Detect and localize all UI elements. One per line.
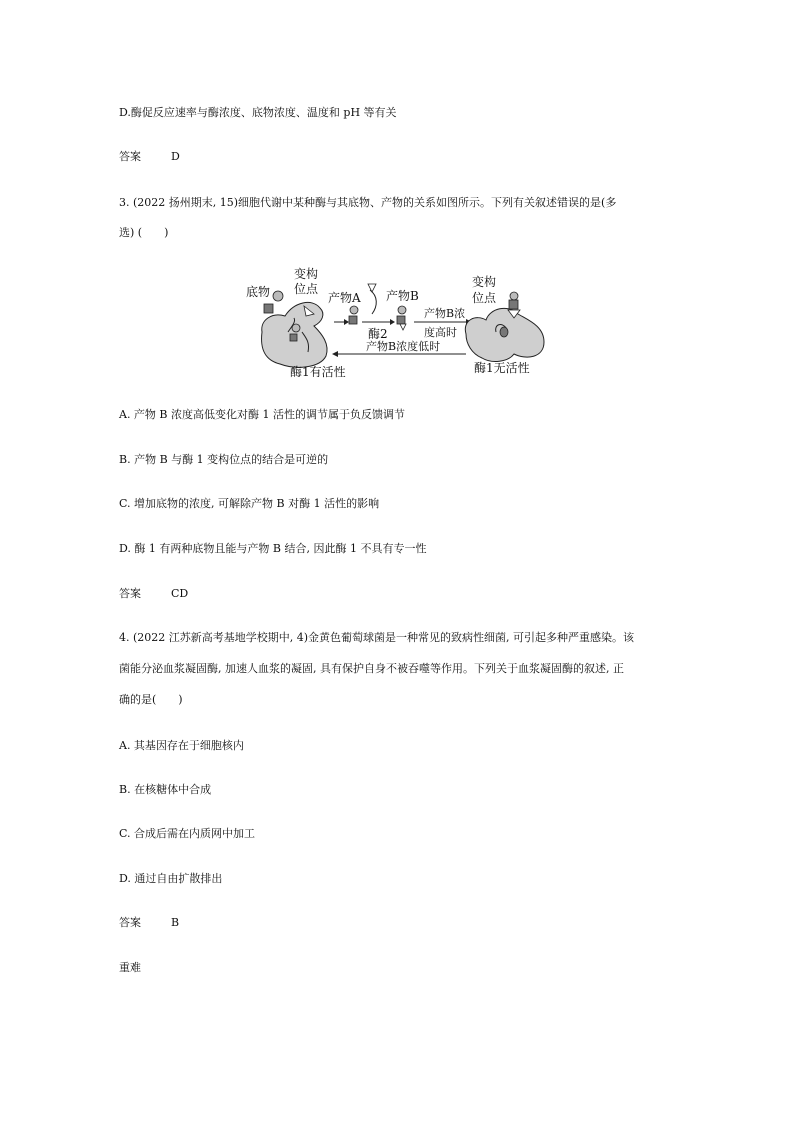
- label-allosteric-right-2: 位点: [472, 291, 497, 305]
- product-a-sphere: [350, 306, 358, 314]
- enzyme-diagram: [240, 262, 560, 382]
- label-high-b-1: 产物B浓: [424, 307, 466, 320]
- q4-option-c: C. 合成后需在内质网中加工: [119, 827, 256, 840]
- label-low-b: 产物B浓度低时: [366, 340, 441, 353]
- product-b-sphere: [398, 306, 406, 314]
- label-allosteric-left-2: 位点: [294, 282, 319, 296]
- q3-stem-line-2: 选) ( ): [119, 226, 169, 239]
- q4-stem-line-3: 确的是( ): [119, 693, 183, 706]
- answer-value: CD: [171, 587, 189, 600]
- q4-stem-line-1: 4. (2022 江苏新高考基地学校期中, 4)金黄色葡萄球菌是一种常见的致病性细菌, 可引起多种严重感染。该: [119, 631, 635, 644]
- q3-option-a: A. 产物 B 浓度高低变化对酶 1 活性的调节属于负反馈调节: [119, 408, 406, 421]
- q4-answer: [119, 916, 179, 930]
- q2-option-d: D.酶促反应速率与酶浓度、底物浓度、温度和 pH 等有关: [119, 106, 397, 119]
- bound-b-cube: [509, 300, 518, 309]
- section-label: 重难: [119, 961, 141, 974]
- bound-b-sphere: [510, 292, 518, 300]
- q3-stem-line-1: 3. (2022 扬州期末, 15)细胞代谢中某种酶与其底物、产物的关系如图所示。下列有关叙述错误的是(多: [119, 196, 617, 209]
- q4-option-d: D. 通过自由扩散排出: [119, 872, 223, 885]
- label-allosteric-left-1: 变构: [294, 267, 319, 281]
- bound-sphere: [292, 324, 300, 332]
- q4-stem-line-2: 菌能分泌血浆凝固酶, 加速人血浆的凝固, 具有保护自身不被吞噬等作用。下列关于血浆凝固酶的叙述, 正: [119, 662, 624, 675]
- product-b-cube: [397, 316, 405, 324]
- substrate-sphere: [273, 291, 283, 301]
- label-enzyme1-active: 酶1有活性: [290, 365, 346, 379]
- label-enzyme1-inactive: 酶1无活性: [474, 361, 530, 375]
- answer-value: B: [171, 916, 180, 929]
- product-a-cube: [349, 316, 357, 324]
- bound-cube: [290, 334, 297, 341]
- q3-answer: [119, 587, 188, 601]
- substrate-cube: [264, 304, 273, 313]
- q4-option-a: A. 其基因存在于细胞核内: [119, 739, 244, 752]
- answer-label: 答案: [119, 587, 141, 600]
- q4-option-b: B. 在核糖体中合成: [119, 783, 212, 796]
- answer-label: 答案: [119, 916, 141, 929]
- label-high-b-2: 度高时: [424, 326, 457, 339]
- enzyme2-icon: [368, 284, 376, 292]
- answer-label: 答案: [119, 150, 141, 163]
- label-product-b: 产物B: [386, 289, 419, 303]
- label-substrate: 底物: [246, 285, 271, 299]
- q3-option-b: B. 产物 B 与酶 1 变构位点的结合是可逆的: [119, 453, 329, 466]
- q2-answer: [119, 150, 180, 164]
- label-allosteric-right-1: 变构: [472, 275, 497, 289]
- label-product-a: 产物A: [328, 291, 361, 305]
- answer-value: D: [171, 150, 180, 163]
- q3-option-c: C. 增加底物的浓度, 可解除产物 B 对酶 1 活性的影响: [119, 497, 380, 510]
- closed-site: [500, 327, 508, 337]
- q3-option-d: D. 酶 1 有两种底物且能与产物 B 结合, 因此酶 1 不具有专一性: [119, 542, 427, 555]
- label-enzyme2: 酶2: [368, 327, 388, 341]
